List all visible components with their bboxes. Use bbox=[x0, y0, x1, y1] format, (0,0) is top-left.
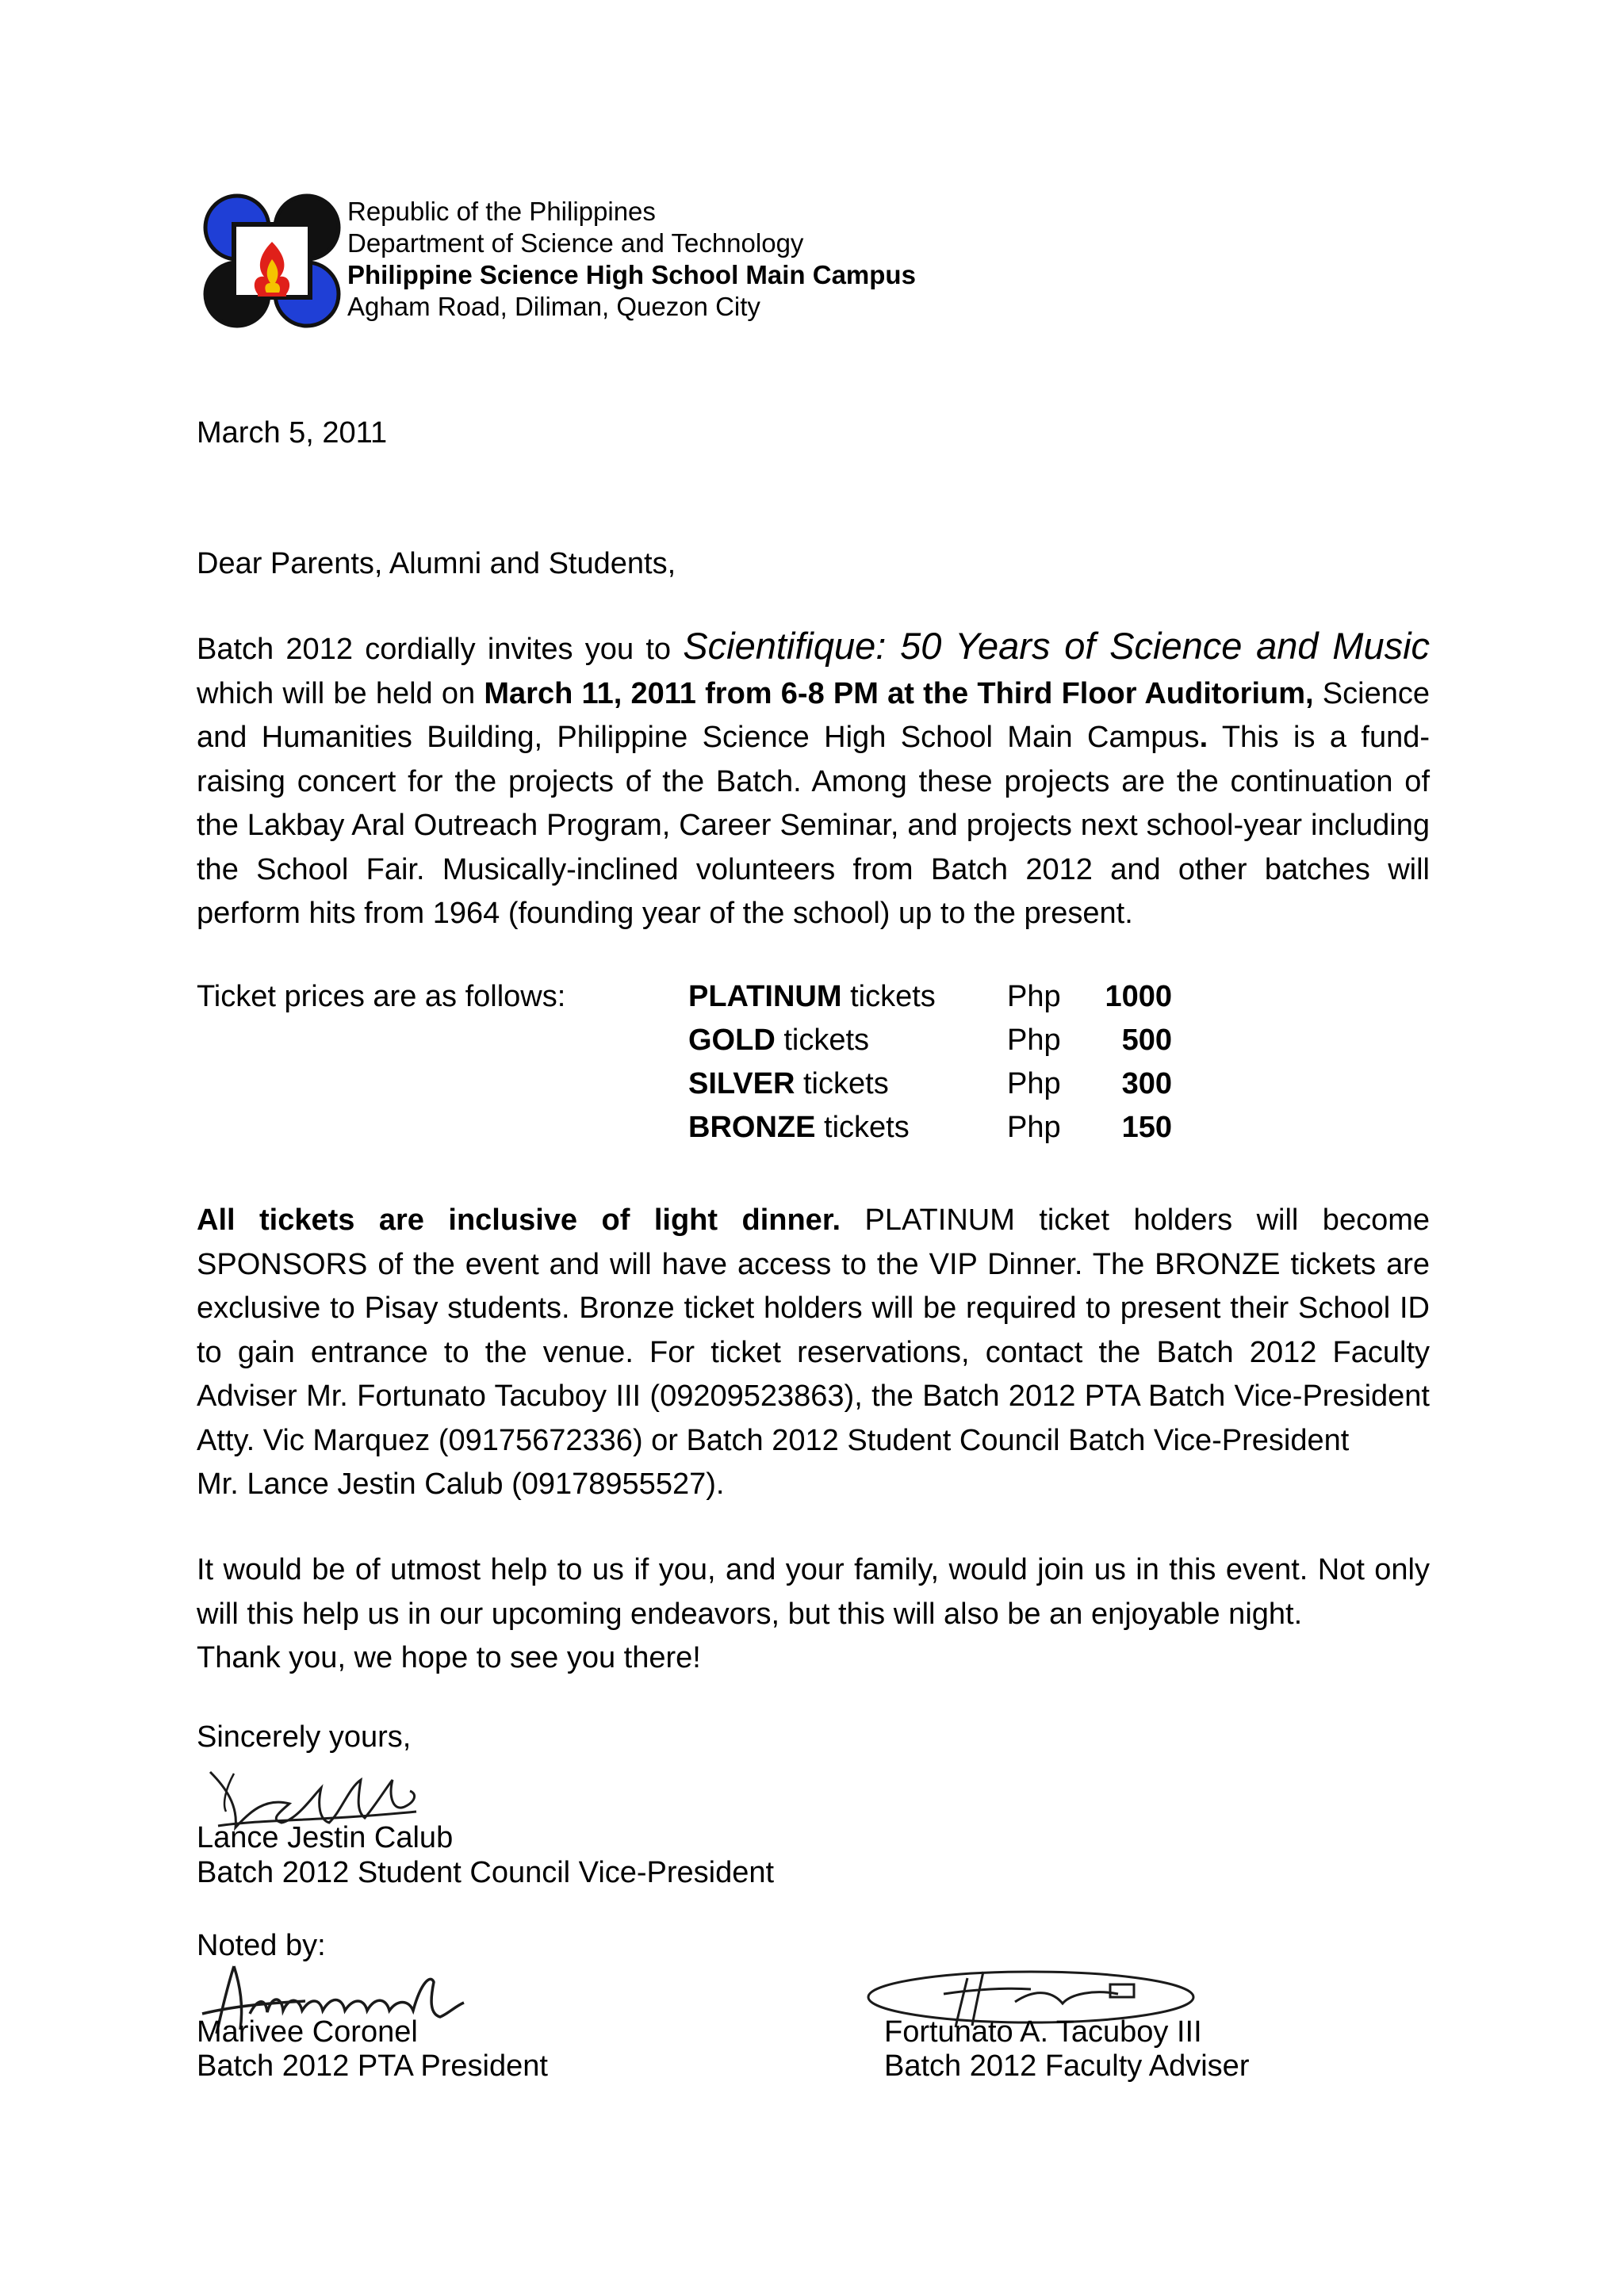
ticket-price: 1000 bbox=[1105, 980, 1172, 1013]
invite-period: . bbox=[1199, 721, 1208, 754]
ticket-suffix: tickets bbox=[850, 980, 936, 1013]
details-text: PLATINUM ticket holders will become SPONSORS of the event and will have access to the VIP Dinner. The BRONZE tickets are exclusive to Pisay students. Bronze ticket holders will be required to present their School ID to gain entrance to the venue. For ticket reservations, contact the Batch 2012 Faculty Adviser Mr. Fortunato Tacuboy III (09209523863), the Batch 2012 PTA Batch Vice-President Atty. Vic Marquez (09175672336) or Batch 2012 Student Council Batch Vice-President bbox=[197, 1203, 1430, 1457]
signatory-name: Marivee Coronel bbox=[197, 2015, 418, 2049]
invite-text-c: This is a fund-raising concert for the projects of the Batch. Among these projects are the continuation of the Lakbay Aral Outreach Program, Career Seminar, and projects next school-year including the School Fair. Musically-inclined volunteers from Batch 2012 and other batches will perform hits from 1964 (founding year of the school) up to the present. bbox=[197, 721, 1430, 930]
ticket-currency: Php bbox=[1007, 1067, 1061, 1100]
ticket-tier: BRONZE bbox=[688, 1111, 816, 1144]
event-title: Scientifique: 50 Years of Science and Music bbox=[683, 625, 1431, 667]
signatory-title: Batch 2012 Faculty Adviser bbox=[884, 2049, 1250, 2083]
details-paragraph bbox=[197, 1199, 1430, 1507]
invite-text-a: which will be held on bbox=[197, 676, 476, 710]
ticket-price: 500 bbox=[1121, 1024, 1172, 1057]
closing-paragraph bbox=[197, 1548, 1430, 1681]
salutation: Dear Parents, Alumni and Students, bbox=[197, 547, 676, 580]
details-last-line: Mr. Lance Jestin Calub (09178955527). bbox=[197, 1468, 725, 1501]
letterhead bbox=[347, 196, 916, 323]
event-when-where: March 11, 2011 from 6-8 PM at the Third Floor Auditorium, bbox=[484, 676, 1314, 710]
ticket-currency: Php bbox=[1007, 980, 1061, 1013]
invitation-paragraph bbox=[197, 624, 1430, 936]
invite-text-b: Science and Humanities Building, Philippine Science High School Main Campus bbox=[197, 676, 1430, 754]
ticket-currency: Php bbox=[1007, 1024, 1061, 1057]
letterhead-department: Department of Science and Technology bbox=[347, 228, 804, 258]
ticket-price: 300 bbox=[1121, 1067, 1172, 1100]
letter-date: March 5, 2011 bbox=[197, 416, 388, 450]
letterhead-republic: Republic of the Philippines bbox=[347, 197, 656, 226]
signatory-name: Lance Jestin Calub bbox=[197, 1821, 454, 1854]
letterhead-school: Philippine Science High School Main Campus bbox=[347, 260, 916, 289]
complimentary-close: Sincerely yours, bbox=[197, 1720, 412, 1754]
ticket-row bbox=[688, 1111, 1196, 1154]
pshs-seal-icon bbox=[202, 193, 342, 329]
noted-by: Noted by: bbox=[197, 1929, 326, 1962]
ticket-row bbox=[688, 1067, 1196, 1111]
ticket-intro: Ticket prices are as follows: bbox=[197, 980, 566, 1013]
ticket-tier: GOLD bbox=[688, 1024, 776, 1057]
ticket-tier: SILVER bbox=[688, 1067, 795, 1100]
ticket-suffix: tickets bbox=[803, 1067, 889, 1100]
dinner-note: All tickets are inclusive of light dinner. bbox=[197, 1203, 841, 1237]
ticket-price: 150 bbox=[1121, 1111, 1172, 1144]
ticket-row bbox=[688, 980, 1196, 1024]
closing-last-line: Thank you, we hope to see you there! bbox=[197, 1641, 701, 1674]
ticket-row bbox=[688, 1024, 1196, 1067]
closing-text: It would be of utmost help to us if you, and your family, would join us in this event. Not only will this help us in our upcoming endeavors, but this will also be an enjoyable night. bbox=[197, 1553, 1430, 1631]
ticket-suffix: tickets bbox=[783, 1024, 870, 1057]
letterhead-address: Agham Road, Diliman, Quezon City bbox=[347, 292, 760, 321]
signatory-title: Batch 2012 Student Council Vice-President bbox=[197, 1856, 775, 1889]
ticket-tier: PLATINUM bbox=[688, 980, 842, 1013]
ticket-suffix: tickets bbox=[824, 1111, 910, 1144]
signatory-name: Fortunato A. Tacuboy III bbox=[884, 2015, 1202, 2049]
invite-intro: Batch 2012 cordially invites you to bbox=[197, 633, 672, 666]
ticket-currency: Php bbox=[1007, 1111, 1061, 1144]
signatory-title: Batch 2012 PTA President bbox=[197, 2049, 548, 2083]
